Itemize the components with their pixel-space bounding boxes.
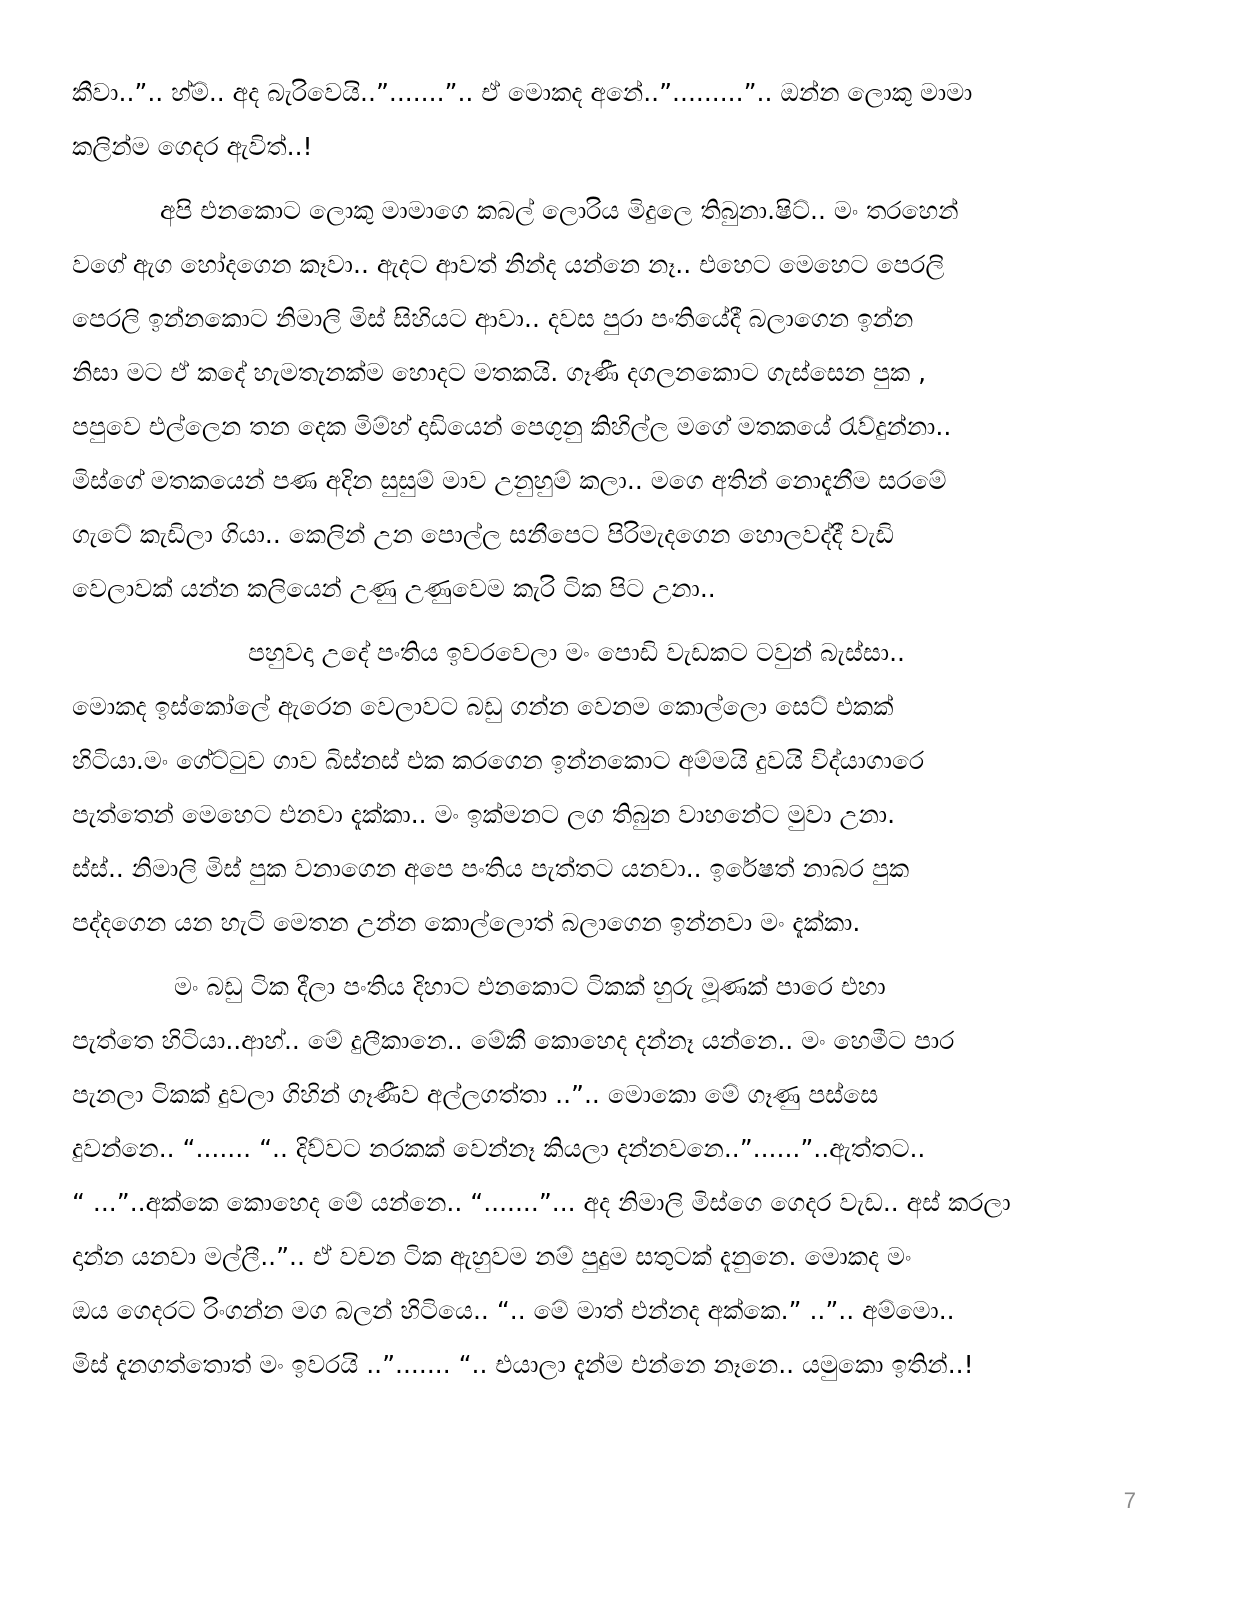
page-number: 7 [1123,1488,1136,1513]
text-line: දුවන්නෙ.. “....... “.. දිව්වට නරකක් වෙන්නෑ කියලා දන්නවනෙ..”......”..ඇත්තට.. [72,1134,926,1163]
text-line: වගේ ඇග හෝදගෙන කෑවා.. ඇදට ආවත් නින්ද යන්නෙ නෑ.. එහෙට මෙහෙට පෙරලි [72,250,945,279]
text-line: පහුවදා උදේ පංතිය ඉවරවෙලා මං පොඩි වැඩකට ටවුන් බැස්සා.. [248,638,905,667]
text-line: මිස්ගේ මතකයෙන් පණ අදින සුසුම් මාව උනුහුම් කලා.. මගෙ අතින් නොදැනීම සරමේ [72,466,947,495]
body-text [72,66,1162,1392]
text-line: වෙලාවක් යන්න කලියෙන් උණු උණුවෙම කැරි ටික පිට උනා.. [72,574,716,603]
text-line: අපි එනකොට ලොකු මාමාගෙ කබල් ලොරිය මිදුලෙ තිබුනා.ෂිට්.. මං තරහෙන් [160,196,959,225]
text-line: මිස් දැනගත්තොත් මං ඉවරයි ..”....... “.. එයාලා දැන්ම එන්නෙ නෑනෙ.. යමුකො ඉතින්..! [72,1350,974,1379]
text-line: ඔය ගෙදරට රිංගන්න මග බලන් හිටියෙ.. “.. මේ මාත් එන්නද අක්කෙ.” ..”.. අම්මො.. [72,1296,955,1325]
text-line: පෙරලි ඉන්නකොට නිමාලි මිස් සිහියට ආවා.. දවස පුරා පංතියේදී බලාගෙන ඉන්න [72,304,914,333]
text-line: කලින්ම ගෙදර ඇවිත්..! [72,132,313,161]
text-line: කීවා..”.. හ්ම්.. අද බැරිවෙයි..”.......”.. ඒ මොකද අනේ..”.........”.. ඔන්න ලොකු මාමා [72,78,973,107]
paragraph-2 [72,184,1162,616]
text-line: හිටියා.මං ගේට්ටුව ගාව බිස්නස් එක කරගෙන ඉන්නකොට අම්මයි දුවයි විද්යාගාරෙ [72,746,925,775]
text-line: ගැටේ කැඩිලා ගියා.. කෙලින් උන පොල්ල සනීපෙට පිරිමැදගෙන හොලවද්දී වැඩි [72,520,894,549]
text-line: මං බඩු ටික දීලා පංතිය දිහාට එනකොට ටිකක් හුරු මූණක් පාරෙ එහා [174,972,886,1001]
text-line: පැනලා ටිකක් දුවලා ගිහින් ගෑණීව අල්ලගත්තා ..”.. මොකො මේ ගෑණු පස්සෙ [72,1080,879,1109]
paragraph-1 [72,66,1162,174]
text-line: පද්දගෙන යන හැටි මෙතන උන්න කොල්ලොත් බලාගෙන ඉන්නවා මං දැක්කා. [72,908,861,937]
text-line: දාන්න යනවා මල්ලී..”.. ඒ වචන ටික ඇහුවම නම් පුදුම සතුටක් දැනුනෙ. මොකද මං [72,1242,912,1271]
paragraph-4 [72,960,1162,1392]
text-line: ස්ස්.. නිමාලි මිස් පුක වනාගෙන අපෙ පංතිය පැත්තට යනවා.. ඉරේෂත් නාබර පුක [72,854,910,883]
text-line: “ ...”..අක්කෙ කොහෙද මේ යන්නෙ.. “.......”... අද නිමාලි මිස්ගෙ ගෙදර වැඩ.. අස් කරලා [72,1188,1011,1217]
text-line: පැත්තෙන් මෙහෙට එනවා දැක්කා.. මං ඉක්මනට ලග තිබුන වාහනේට මුවා උනා. [72,800,896,829]
text-line: මොකද ඉස්කෝලේ ඇරෙන වෙලාවට බඩු ගන්න වෙනම කොල්ලො සෙට් එකක් [72,692,894,721]
paragraph-3 [72,626,1162,950]
text-line: නිසා මට ඒ කදේ හැමතැනක්ම හොදට මතකයි. ගෑණී දගලනකොට ගැස්සෙන පුක , [72,358,927,387]
text-line: පපුවෙ එල්ලෙන තන දෙක මිම්හ් දාඩියෙන් පෙගුනු කිහිල්ල මගේ මතකයේ රැව්දුන්නා.. [72,412,952,441]
text-line: පැත්තෙ හිටියා..ආහ්.. මේ දුලීකානෙ.. මේකී කොහෙද දන්නෑ යන්නෙ.. මං හෙමීට පාර [72,1026,955,1055]
